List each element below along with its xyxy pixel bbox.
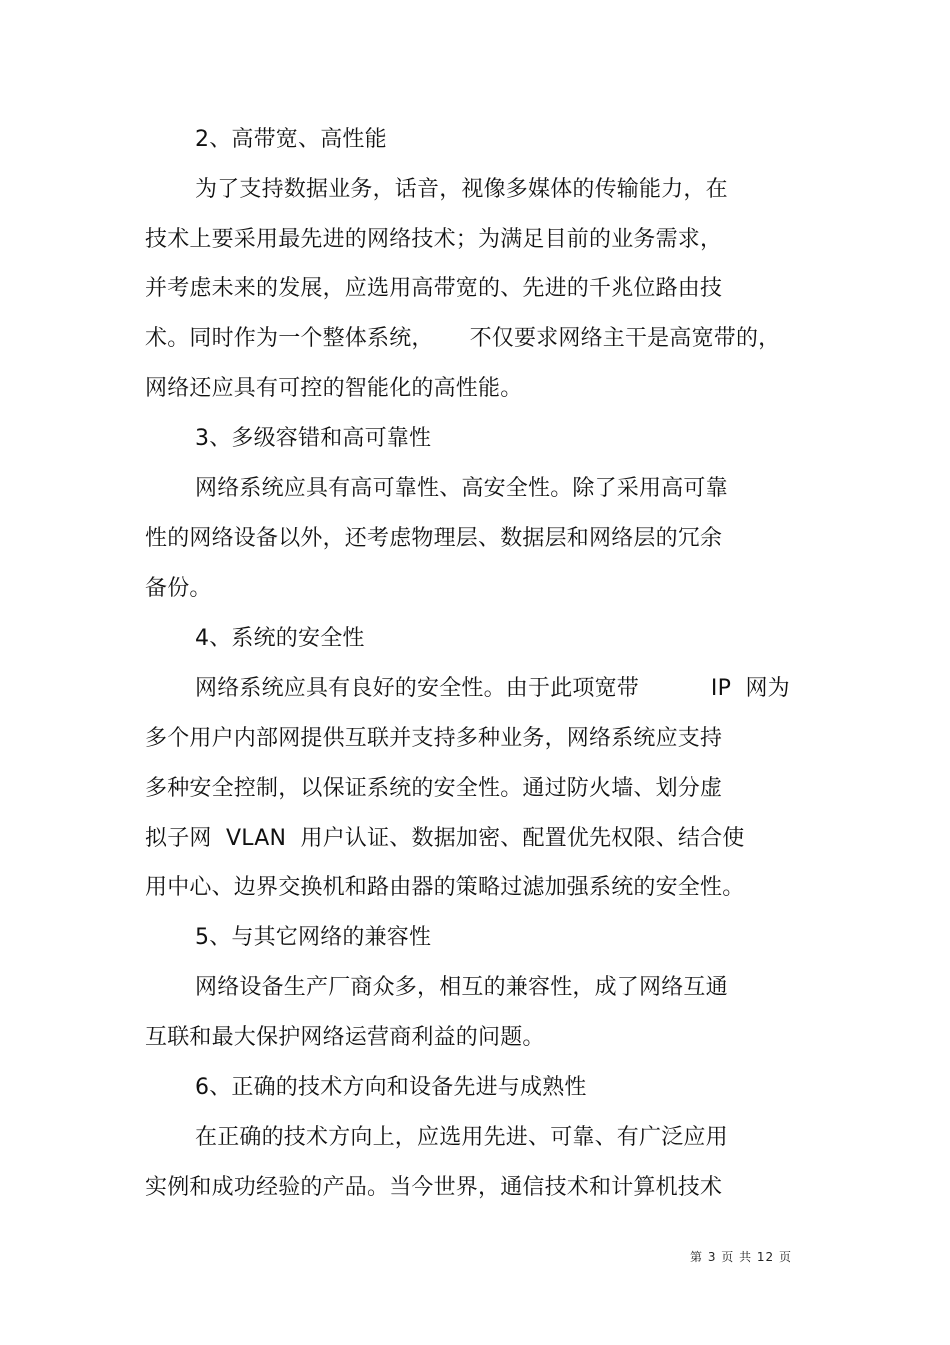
paragraph-line: 实例和成功经验的产品。当今世界，通信技术和计算机技术: [145, 1175, 723, 1200]
paragraph-line: 术。同时作为一个整体系统， 不仅要求网络主干是高宽带的，: [145, 326, 781, 351]
paragraph-line: 拟子网 VLAN 用户认证、数据加密、配置优先权限、结合使: [145, 826, 745, 851]
paragraph-line: 网络系统应具有高可靠性、高安全性。除了采用高可靠: [195, 476, 728, 501]
paragraph-line: 网络设备生产厂商众多，相互的兼容性，成了网络互通: [195, 975, 728, 1000]
heading-2-high-bandwidth: 2、高带宽、高性能: [195, 127, 387, 152]
paragraph-line: 并考虑未来的发展，应选用高带宽的、先进的千兆位路由技: [145, 276, 723, 301]
heading-6-technology-direction: 6、正确的技术方向和设备先进与成熟性: [195, 1075, 587, 1100]
paragraph-line: 网络系统应具有良好的安全性。由于此项宽带 IP 网为: [195, 676, 790, 701]
paragraph-line: 用中心、边界交换机和路由器的策略过滤加强系统的安全性。: [145, 875, 745, 900]
paragraph-line: 在正确的技术方向上，应选用先进、可靠、有广泛应用: [195, 1125, 728, 1150]
paragraph-line: 网络还应具有可控的智能化的高性能。: [145, 376, 523, 401]
paragraph-line: 互联和最大保护网络运营商利益的问题。: [145, 1025, 545, 1050]
paragraph-line: 技术上要采用最先进的网络技术；为满足目前的业务需求，: [145, 227, 723, 252]
heading-4-security: 4、系统的安全性: [195, 626, 365, 651]
paragraph-line: 性的网络设备以外，还考虑物理层、数据层和网络层的冗余: [145, 526, 723, 551]
paragraph-line: 多种安全控制，以保证系统的安全性。通过防火墙、划分虚: [145, 776, 723, 801]
page-number-footer: 第 3 页 共 12 页: [690, 1250, 792, 1264]
paragraph-line: 多个用户内部网提供互联并支持多种业务，网络系统应支持: [145, 726, 723, 751]
paragraph-line: 为了支持数据业务，话音，视像多媒体的传输能力，在: [195, 177, 728, 202]
paragraph-line: 备份。: [145, 576, 212, 601]
heading-3-fault-tolerance: 3、多级容错和高可靠性: [195, 426, 432, 451]
heading-5-compatibility: 5、与其它网络的兼容性: [195, 925, 432, 950]
